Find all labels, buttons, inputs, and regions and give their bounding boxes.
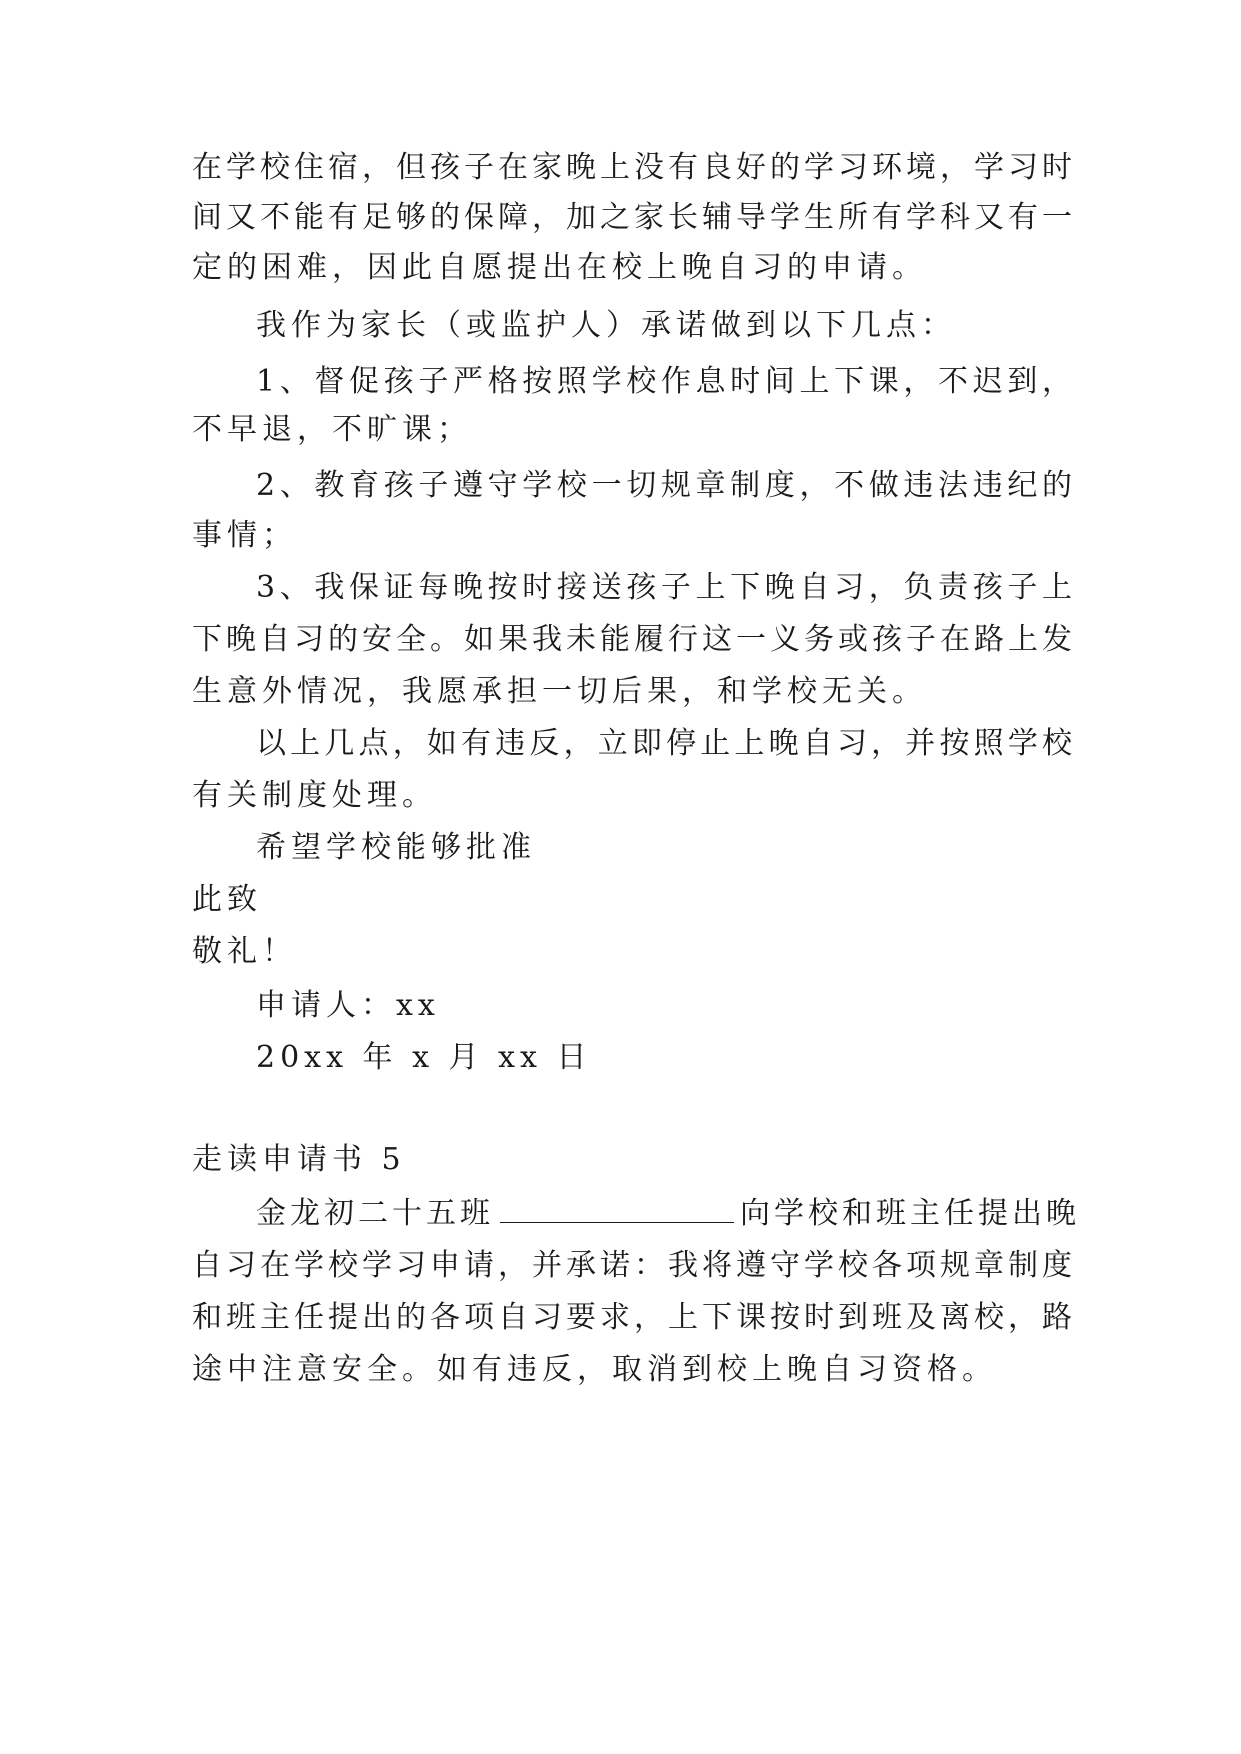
paragraph-line: 间又不能有足够的保障，加之家长辅导学生所有学科又有一 xyxy=(192,200,1072,235)
paragraph-line: 和班主任提出的各项自习要求，上下课按时到班及离校，路 xyxy=(192,1300,1072,1335)
section-title: 走读申请书 5 xyxy=(192,1142,406,1177)
date-line: 20xx 年 x 月 xx 日 xyxy=(256,1040,592,1075)
promise-intro: 我作为家长（或监护人）承诺做到以下几点： xyxy=(256,308,956,343)
list-item-1: 1、督促孩子严格按照学校作息时间上下课，不迟到， xyxy=(256,364,1072,399)
paragraph-line: 定的困难，因此自愿提出在校上晚自习的申请。 xyxy=(192,250,927,285)
list-item-1-continued: 不早退，不旷课； xyxy=(192,412,472,447)
letter5-opening-line xyxy=(256,1194,1080,1234)
consequence-paragraph-continued: 有关制度处理。 xyxy=(192,778,437,813)
hope-line: 希望学校能够批准 xyxy=(256,830,536,865)
applicant-line: 申请人：xx xyxy=(256,988,440,1023)
list-item-2-continued: 事情； xyxy=(192,518,297,553)
list-item-3: 3、我保证每晚按时接送孩子上下晚自习，负责孩子上 xyxy=(256,570,1072,605)
salute-line: 敬礼！ xyxy=(192,934,297,969)
list-item-3-continued: 下晚自习的安全。如果我未能履行这一义务或孩子在路上发 xyxy=(192,622,1072,657)
consequence-paragraph: 以上几点，如有违反，立即停止上晚自习，并按照学校 xyxy=(256,726,1072,761)
list-item-3-continued: 生意外情况，我愿承担一切后果，和学校无关。 xyxy=(192,674,927,709)
paragraph-line: 在学校住宿，但孩子在家晚上没有良好的学习环境，学习时 xyxy=(192,150,1072,185)
opening-line-rest: 向学校和班主任提出晚 xyxy=(740,1196,1080,1231)
paragraph-line: 自习在学校学习申请，并承诺：我将遵守学校各项规章制度 xyxy=(192,1248,1072,1283)
closing-line: 此致 xyxy=(192,882,262,917)
class-name-text: 金龙初二十五班 xyxy=(256,1196,494,1231)
name-blank-line xyxy=(500,1194,734,1223)
paragraph-line: 途中注意安全。如有违反，取消到校上晚自习资格。 xyxy=(192,1352,997,1387)
list-item-2: 2、教育孩子遵守学校一切规章制度，不做违法违纪的 xyxy=(256,468,1072,503)
